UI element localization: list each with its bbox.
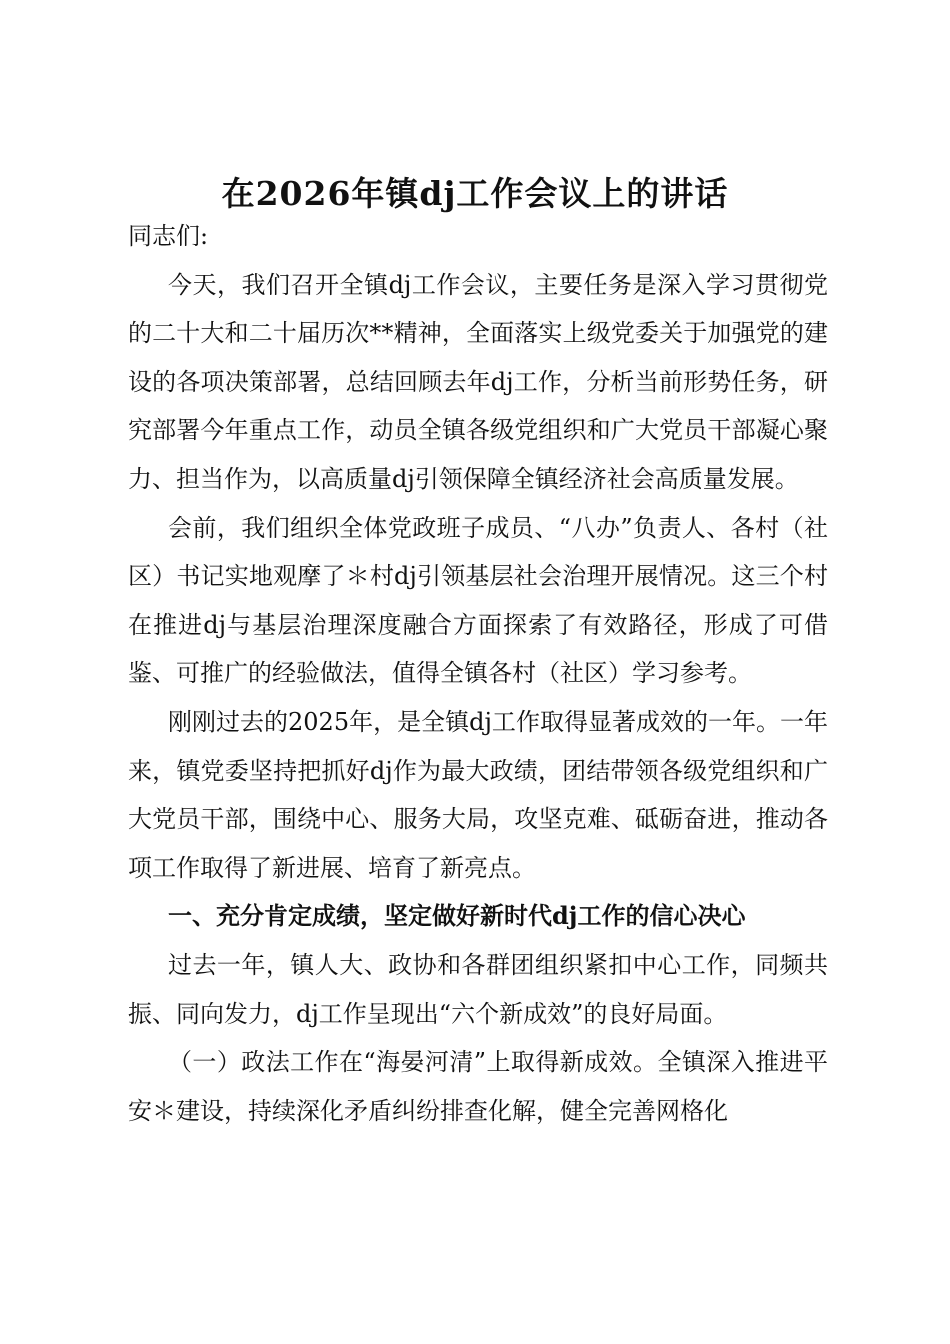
paragraph-summary: 过去一年，镇人大、政协和各群团组织紧扣中心工作，同频共振、同向发力，dj工作呈现出“六个新成效”的良好局面。 (128, 950, 828, 1028)
document-body (128, 212, 828, 1135)
document-title: 在2026年镇dj工作会议上的讲话 (221, 174, 729, 213)
salutation: 同志们: (128, 222, 209, 250)
section-heading: 一、充分肯定成绩，坚定做好新时代dj工作的信心决心 (168, 901, 746, 931)
paragraph-observation: 会前，我们组织全体党政班子成员、“八办”负责人、各村（社区）书记实地观摩了＊村dj引领基层社会治理开展情况。这三个村在推进dj与基层治理深度融合方面探索了有效路径，形成了可借鉴、可推广的经验做法，值得全镇各村（社区）学习参考。 (128, 513, 828, 688)
paragraph-review: 刚刚过去的2025年，是全镇dj工作取得显著成效的一年。一年来，镇党委坚持把抓好dj作为最大政绩，团结带领各级党组织和广大党员干部，围绕中心、服务大局，攻坚克难、砥砺奋进，推动各项工作取得了新进展、培育了新亮点。 (128, 707, 828, 882)
paragraph-subsection-one: （一）政法工作在“海晏河清”上取得新成效。全镇深入推进平安＊建设，持续深化矛盾纠纷排查化解，健全完善网格化 (128, 1048, 828, 1125)
paragraph-intro: 今天，我们召开全镇dj工作会议，主要任务是深入学习贯彻党的二十大和二十届历次**精神，全面落实上级党委关于加强党的建设的各项决策部署，总结回顾去年dj工作，分析当前形势任务，研究部署今年重点工作，动员全镇各级党组织和广大党员干部凝心聚力、担当作为，以高质量dj引领保障全镇经济社会高质量发展。 (128, 270, 828, 493)
